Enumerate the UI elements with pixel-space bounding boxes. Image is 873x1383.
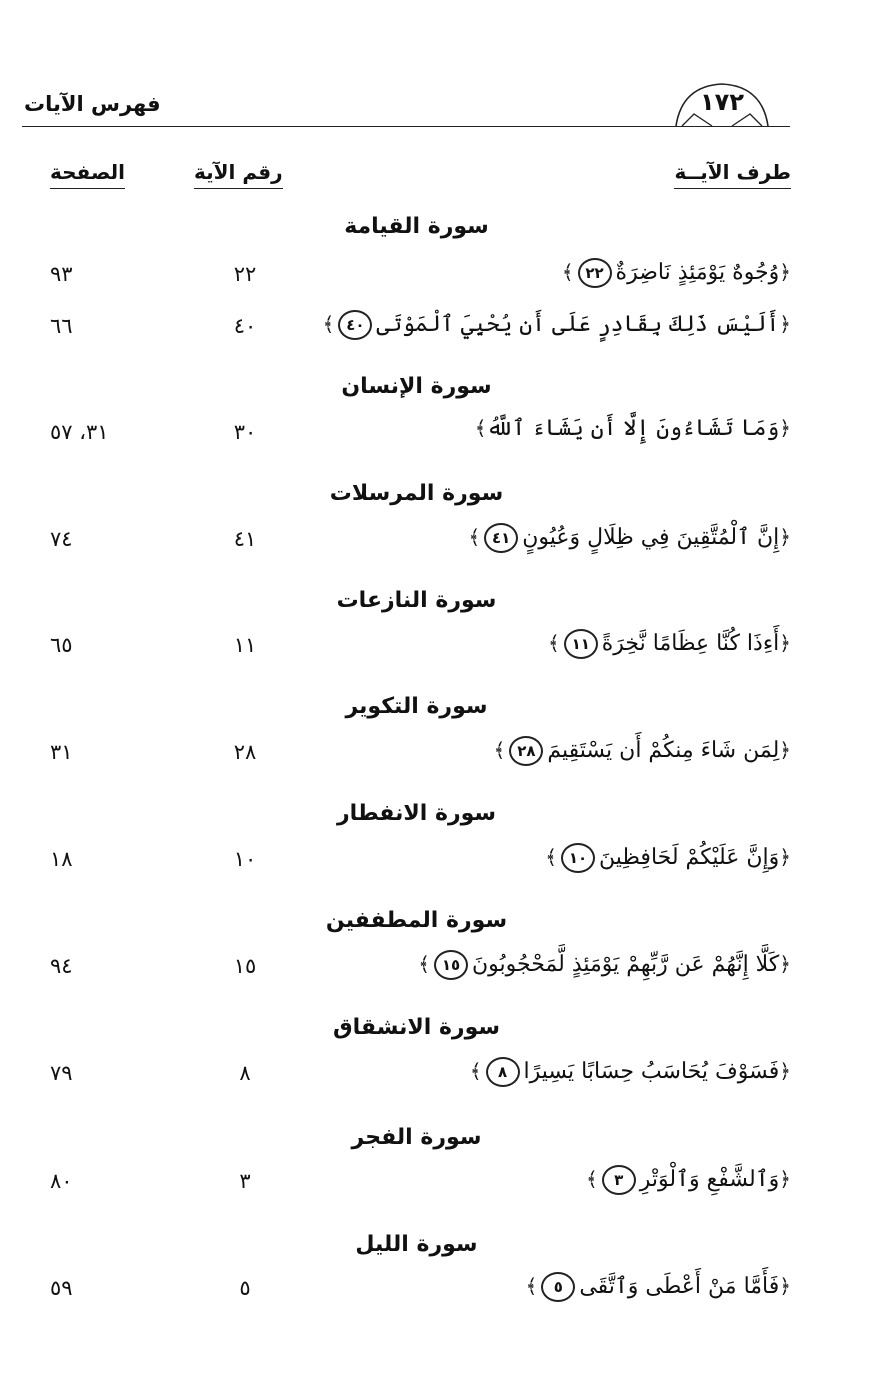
surah-heading: سورة الإنسان bbox=[341, 374, 492, 399]
verse-entry: ﴿لِمَن شَاءَ مِنكُمْ أَن يَسْتَقِيمَ٢٨﴾ bbox=[231, 736, 791, 766]
ayah-marker-icon: ٤١ bbox=[484, 523, 518, 553]
surah-heading: سورة النازعات bbox=[336, 588, 497, 613]
ayah-marker-icon: ٨ bbox=[486, 1057, 520, 1087]
ayah-number: ٤١ bbox=[233, 527, 257, 551]
ayah-number: ١٥ bbox=[233, 954, 257, 978]
ayah-marker-icon: ٢٨ bbox=[509, 736, 543, 766]
page-reference: ٧٤ bbox=[50, 527, 73, 551]
page-reference: ٣١ bbox=[50, 740, 73, 764]
column-header-ayah-number: رقم الآية bbox=[194, 160, 283, 189]
page-reference: ٨٠ bbox=[50, 1169, 73, 1193]
ayah-number: ٨ bbox=[239, 1061, 251, 1085]
page-number-ornament bbox=[672, 80, 772, 128]
surah-heading: سورة الانفطار bbox=[336, 801, 497, 826]
column-header-verse: طرف الآيــة bbox=[674, 160, 791, 189]
surah-heading: سورة المرسلات bbox=[329, 481, 504, 506]
surah-heading: سورة التكوير bbox=[345, 694, 488, 719]
verse-entry: ﴿وُجُوهٌ يَوْمَئِذٍ نَاضِرَةٌ٢٢﴾ bbox=[231, 258, 791, 288]
column-header-page: الصفحة bbox=[50, 160, 125, 189]
verse-entry: ﴿وَٱلشَّفْعِ وَٱلْوَتْرِ٣﴾ bbox=[231, 1165, 791, 1195]
ayah-number: ٣٠ bbox=[233, 420, 257, 444]
verse-entry: ﴿وَمَا تَشَاءُونَ إِلَّا أَن يَشَاءَ ٱللَّهُ﴾ bbox=[474, 416, 791, 441]
verse-entry: ﴿فَسَوْفَ يُحَاسَبُ حِسَابًا يَسِيرًا٨﴾ bbox=[231, 1057, 791, 1087]
verse-entry: ﴿أَلَيْسَ ذَلِكَ بِقَادِرٍ عَلَى أَن يُحْيِيَ ٱلْمَوْتَى٤٠﴾ bbox=[231, 310, 791, 340]
verse-entry: ﴿فَأَمَّا مَنْ أَعْطَى وَٱتَّقَى٥﴾ bbox=[231, 1272, 791, 1302]
ayah-number: ٥ bbox=[239, 1276, 251, 1300]
page-reference: ٣١، ٥٧ bbox=[50, 420, 109, 444]
ayah-number: ٢٨ bbox=[233, 740, 257, 764]
page-reference: ٩٣ bbox=[50, 262, 73, 286]
ayah-marker-icon: ١٠ bbox=[561, 843, 595, 873]
surah-heading: سورة القيامة bbox=[344, 214, 489, 239]
ayah-marker-icon: ٤٠ bbox=[338, 310, 372, 340]
page-reference: ٩٤ bbox=[50, 954, 73, 978]
page-reference: ٧٩ bbox=[50, 1061, 73, 1085]
surah-heading: سورة المطففين bbox=[325, 908, 508, 933]
ayah-marker-icon: ١١ bbox=[564, 629, 598, 659]
page-reference: ١٨ bbox=[50, 847, 73, 871]
surah-heading: سورة الانشقاق bbox=[332, 1015, 501, 1040]
ayah-number: ٢٢ bbox=[233, 262, 257, 286]
page-reference: ٦٦ bbox=[50, 314, 73, 338]
page-number: ١٧٢ bbox=[700, 88, 744, 116]
index-title: فهرس الآيات bbox=[24, 92, 161, 116]
ayah-marker-icon: ٥ bbox=[541, 1272, 575, 1302]
ayah-number: ١١ bbox=[233, 633, 257, 657]
verse-entry: ﴿كَلَّا إِنَّهُمْ عَن رَّبِّهِمْ يَوْمَئِذٍ لَّمَحْجُوبُونَ١٥﴾ bbox=[231, 950, 791, 980]
surah-heading: سورة الفجر bbox=[351, 1125, 482, 1150]
ayah-number: ٣ bbox=[239, 1169, 251, 1193]
ayah-number: ٤٠ bbox=[233, 314, 257, 338]
header-divider bbox=[22, 126, 790, 127]
verse-entry: ﴿أَءِذَا كُنَّا عِظَامًا نَّخِرَةً١١﴾ bbox=[231, 629, 791, 659]
surah-heading: سورة الليل bbox=[355, 1232, 478, 1257]
verse-entry: ﴿وَإِنَّ عَلَيْكُمْ لَحَافِظِينَ١٠﴾ bbox=[231, 843, 791, 873]
verse-entry: ﴿إِنَّ ٱلْمُتَّقِينَ فِي ظِلَالٍ وَعُيُونٍ٤١﴾ bbox=[231, 523, 791, 553]
ayah-marker-icon: ٢٢ bbox=[578, 258, 612, 288]
ayah-marker-icon: ٣ bbox=[602, 1165, 636, 1195]
page-reference: ٦٥ bbox=[50, 633, 73, 657]
ayah-number: ١٠ bbox=[233, 847, 257, 871]
page-reference: ٥٩ bbox=[50, 1276, 73, 1300]
ayah-marker-icon: ١٥ bbox=[434, 950, 468, 980]
